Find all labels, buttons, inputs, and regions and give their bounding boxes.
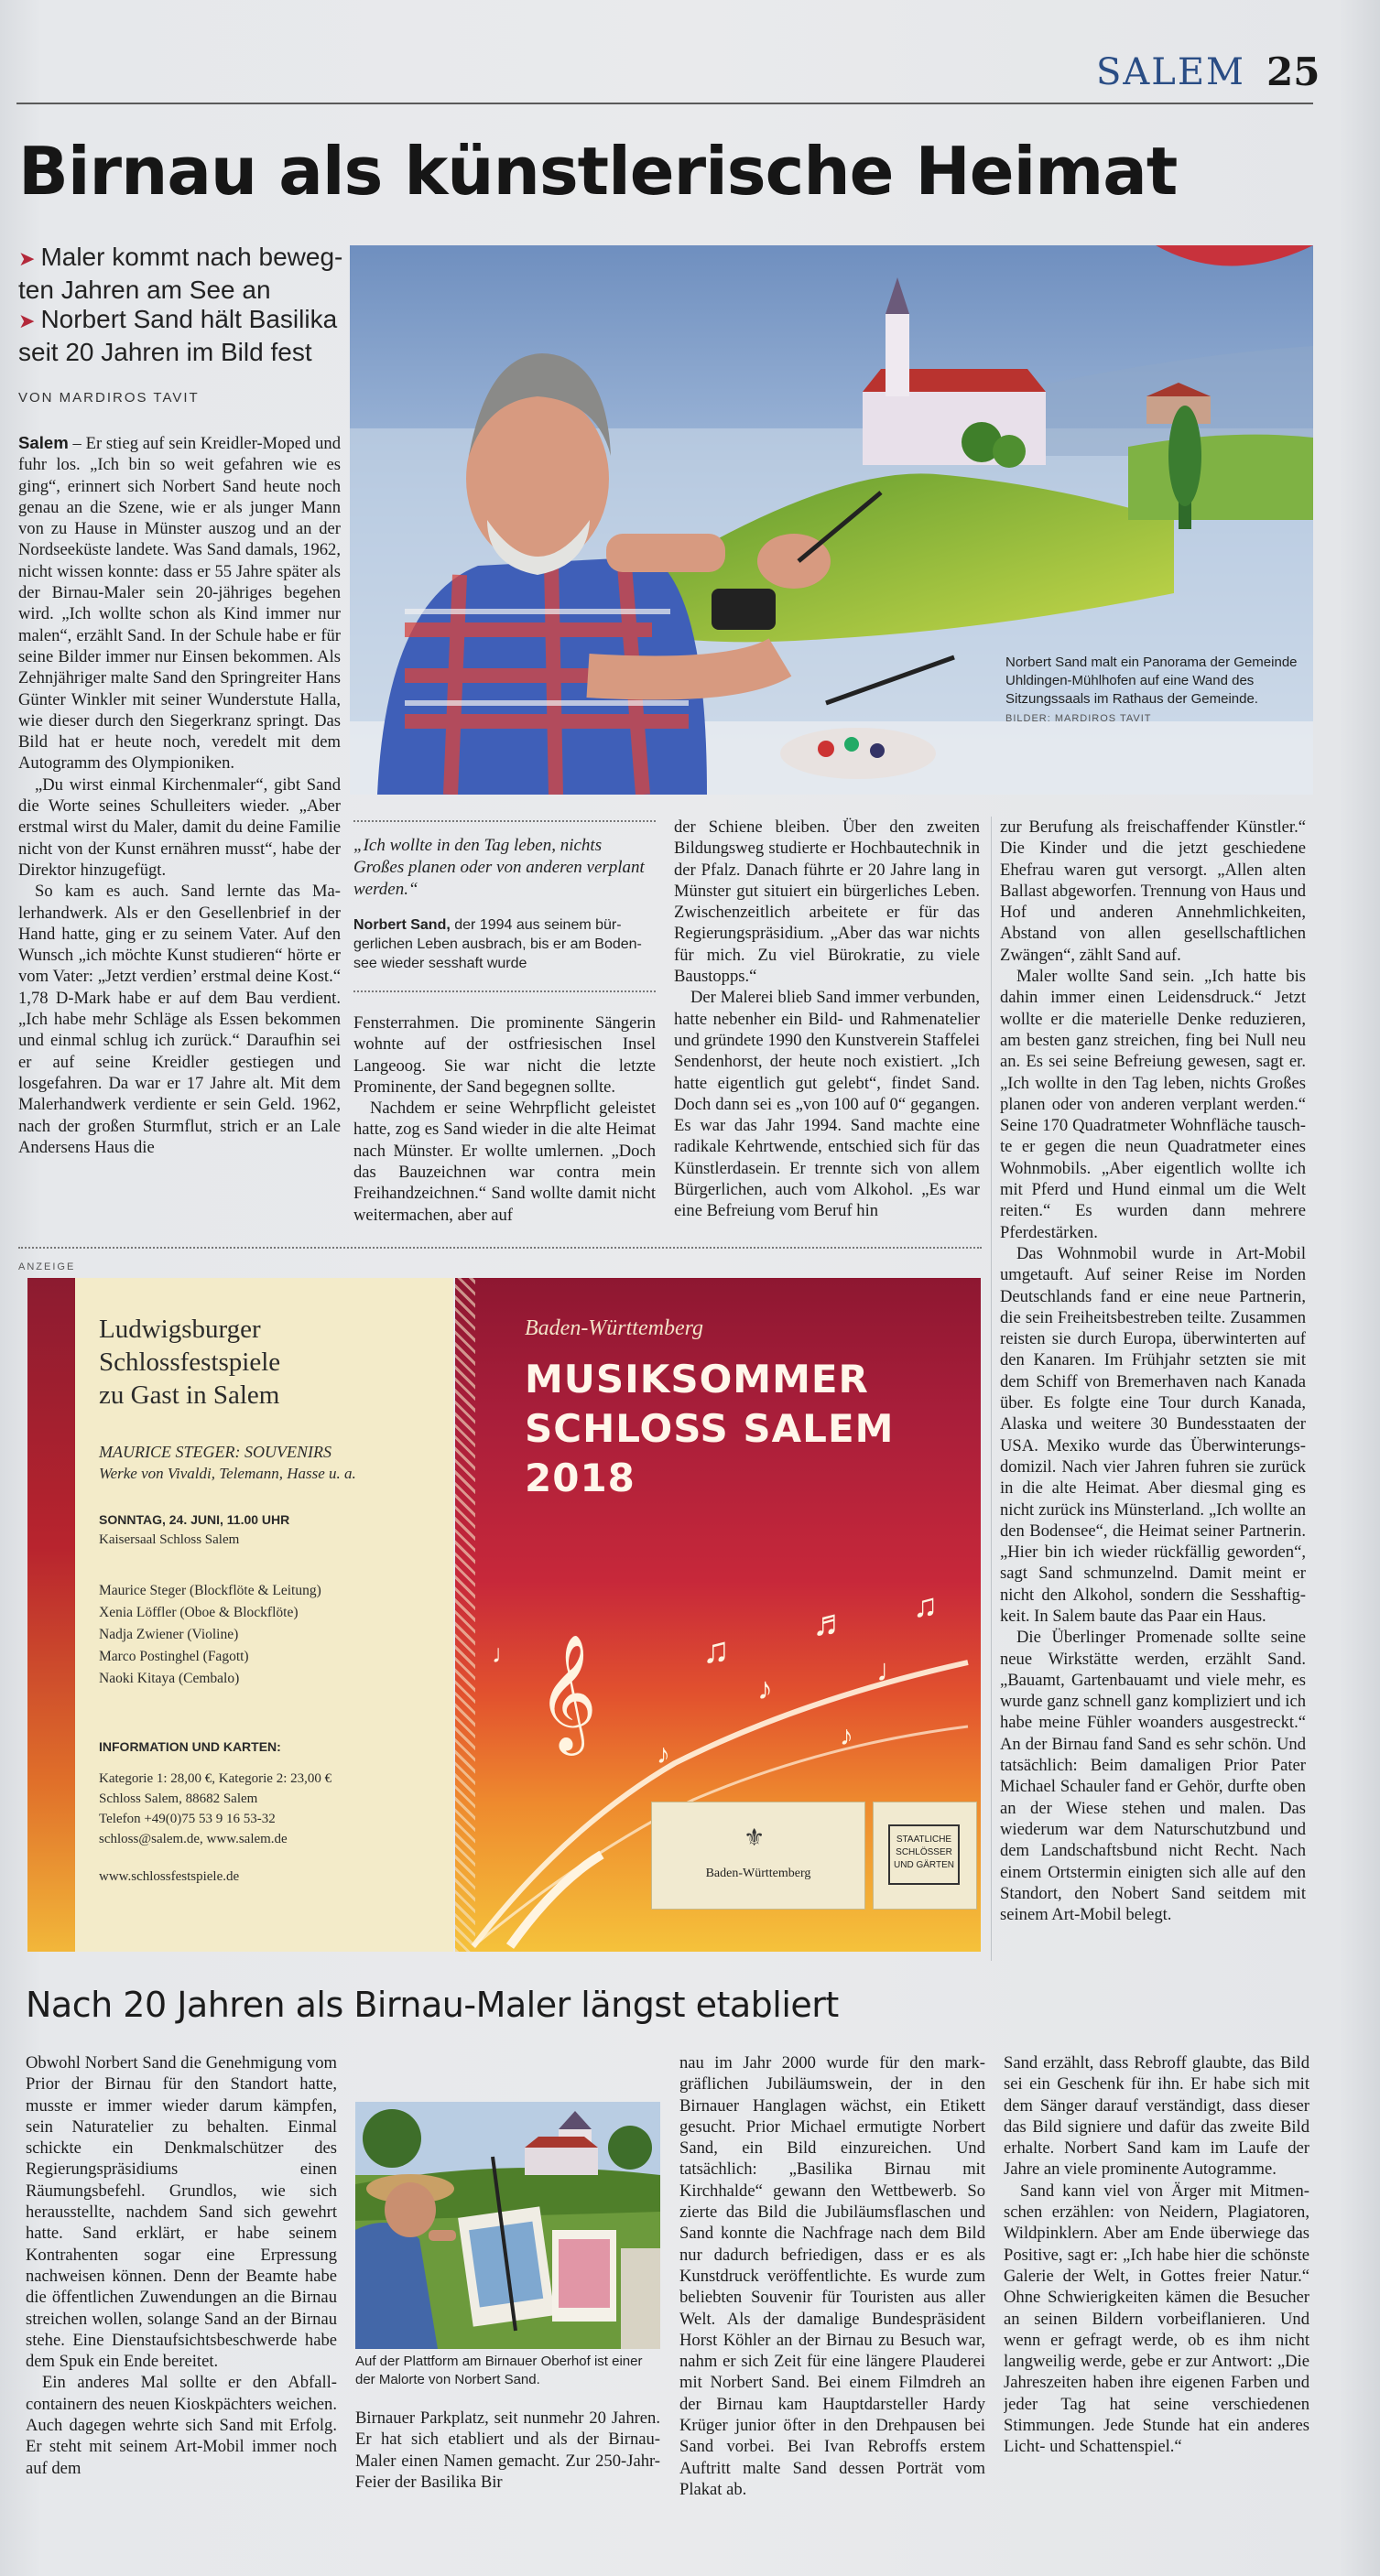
section2-column-4: Sand erzählt, dass Rebroff glaubte, das Bild sei ein Geschenk für ihn. Er habe sich mit dem Sänger darauf verständigt, dass dieser das Bild signiere und dafür das zweite Bild erhalte. Norbert Sand kam im Laufe der Jahre an viele prominente Autogramme. Sand kann viel von Ärger mit Mitmenschen erzählen: von Neidern, Plagiatoren, Wildpinklern. Aber am Ende überwiege das Positive, sagt er: „Ich habe hier die schönste Galerie der Welt, in Gottes freier Natur.“ Ohne Schwierigkeiten kämen die Besucher an seinen Bildern vorbeiflanieren. Und wenn er gefragt werde, ob es ihm nicht langweilig werde, gebe er zur Antwort: „Die Jahreszeiten haben ihre eigenen Farben und jeder Tag hat seine verschiedenen Stimmungen. Jede Stunde hat ein anderes Licht- und Schattenspiel.“ xyxy=(1004,2053,1309,2457)
ad-venue: Kaisersaal Schloss Salem xyxy=(99,1532,240,1547)
byline: VON MARDIROS TAVIT xyxy=(18,390,200,406)
section2-title: Nach 20 Jahren als Birnau-Maler längst etabliert xyxy=(26,1985,839,2025)
ad-kicker: Baden-Württemberg xyxy=(525,1316,704,1340)
subhead-1: ➤ Maler kommt nach bewegten Jahren am See an xyxy=(18,243,343,304)
photo2-caption: Auf der Plattform am Birnauer Oberhof ist einer der Malorte von Norbert Sand. xyxy=(355,2354,643,2387)
svg-text:♫: ♫ xyxy=(913,1587,938,1624)
article-column-2: Fensterrahmen. Die prominente Sängerin wohnte auf der ostfriesischen Insel Langeoog. Sie war nicht die letzte Prominente, der Sand begegnen sollte. Nachdem er seine Wehrpflicht geleistet hatte, zog es Sand wieder in die alte Heimat nach Münster. Er wollte umlernen. „Doch das Bauzeichnen war contra mein Freihandzeichnen.“ Sand wollte damit nicht weitermachen, aber auf xyxy=(353,1013,656,1225)
arrow-icon: ➤ xyxy=(18,247,36,270)
ad-program-title: MAURICE STEGER: SOUVENIRS xyxy=(99,1443,331,1461)
subhead-2: ➤ Norbert Sand hält Basilika seit 20 Jahren im Bild fest xyxy=(18,305,338,366)
quote-rule-top xyxy=(353,820,656,822)
ad-program-works: Werke von Vivaldi, Telemann, Hasse u. a. xyxy=(99,1465,356,1482)
pull-quote: „Ich wollte in den Tag leben, nichts Großes planen oder von anderen verplant werden.“ xyxy=(353,836,645,899)
ad-rule xyxy=(18,1247,982,1249)
svg-text:♩: ♩ xyxy=(492,1640,517,1669)
arrow-icon: ➤ xyxy=(18,309,36,332)
svg-text:♪: ♪ xyxy=(657,1739,670,1770)
article-column-1: Salem – Er stieg auf sein Kreidler-Moped und fuhr los. „Ich bin so weit gefahren wie es ging“, erinnert sich Norbert Sand heute noch genau an die Szene, wie er als junger Mann von zu Hause in Münster auszog und an der Nordseeküste landete. Was Sand damals, 1962, nicht wissen konnte: dass er 55 Jahre später als der Birnau-Maler sein 20-jähriges begehen wird. „Ich wollte schon als Kind immer nur malen“, erzählt Sand. In der Schule habe er für seine Bilder immer nur Einsen bekommen. Als Zehnjähriger malte Sand den Springreiter Hans Günter Winkler mit seiner Wunderstute Halla, wie dieser durch den Siegerkranz springt. Das Bild hat er heute noch, veredelt mit dem Autogramm des Olympioniken. „Du wirst einmal Kirchenmaler“, gibt Sand die Worte seines Schulleiters wieder. „Aber erstmal wirst du Maler, damit du deine Familie nicht von der Kunst ernähren musst“, habe der Direktor hinzugefügt. So kam es auch. Sand lernte das Malerhandwerk. Als er den Gesellenbrief in der Hand hatte, ging er zu seinem Vater. Auf den Wunsch „ich möchte Kunst studieren“ hörte er vom Vater: „Jetzt verdien’ erstmal deine Kost.“ 1,78 D-Mark habe er auf dem Bau verdient. „Ich habe mehr Schläge als Essen bekommen und einmal schlug ich zurück.“ Daraufhin sei er auf seine Kreidler gestiegen und losgefahren. Da war er 17 Jahre alt. Mit dem Malerhandwerk verdiente er sein Geld. 1962, nach der großen Sturmflut, strich er an Lale Andersens Haus die xyxy=(18,433,341,1157)
section-name: SALEM xyxy=(1096,51,1246,93)
svg-text:♪: ♪ xyxy=(757,1672,773,1706)
advertisement-left xyxy=(27,1278,453,1952)
painter-photo xyxy=(350,245,1313,795)
section2-column-2: Birnauer Parkplatz, seit nunmehr 20 Jahren. Er hat sich etabliert und als der Birnau-Maler einen Namen gemacht. Zur 250-Jahr-Feier der Basilika Bir xyxy=(355,2408,660,2492)
ad-info-heading: INFORMATION UND KARTEN: xyxy=(99,1739,281,1754)
ad-label: ANZEIGE xyxy=(18,1261,76,1272)
platform-photo xyxy=(355,2102,660,2349)
headline: Birnau als künstlerische Heimat xyxy=(18,133,1178,210)
section2-column-1: Obwohl Norbert Sand die Genehmigung vom Prior der Birnau für den Standort hatte, musste er immer wieder darum kämpfen, sein Naturatelier zu behalten. Einmal schickte ein Denkmalschützer des Regierungspräsidiums einen Räumungsbefehl. Grundlos, wie sich herausstellte, nachdem Sand sich gewehrt hatte. Sand erklärt, er habe seinem Kontrahenten sogar eine Erpressung nachweisen können. Denn der Beamte habe die öffentlichen Zuwendungen an die Birnau streichen wollen, solange Sand an der Birnau stehe. Eine Dienstaufsichtsbeschwerde habe dem Spuk ein Ende bereitet. Ein anderes Mal sollte er den Abfallcontainern des neuen Kioskpächters weichen. Auch dagegen wehrte sich Sand mit Erfolg. Er steht mit seinem Art-Mobil immer noch auf dem xyxy=(26,2053,337,2478)
ad-main-title: MUSIKSOMMER SCHLOSS SALEM 2018 xyxy=(525,1357,895,1500)
article-column-4: zur Berufung als freischaffender Künstler.“ Die Kinder und die jetzt geschiedene Ehefrau waren gut versorgt. „Allen alten Ballast abgeworfen. Trennung von Haus und Hof und anderen Annehmlichkeiten, Abstand von allen gesellschaftlichen Zwängen“, zählt Sand auf. Maler wollte Sand sein. „Ich hatte bis dahin immer einen Leidensdruck.“ Jetzt wollte er die materielle Denke reduzieren, am besten ganz streichen, fing bei Null neu an. Es sei seine Befreiung gewesen, sagt er. „Ich wollte in den Tag leben, nichts Großes planen oder von anderen verplant werden.“ Seine 170 Quadratmeter Wohnfläche tauschte er gegen die neun Quadratmeter eines Wohnmobils. „Aber eigentlich wollte ich mit Pferd und Hund einmal um die Welt reiten.“ Es wurden dann mehrere Pferdestärken. Das Wohnmobil wurde in Art-Mobil umgetauft. Auf seiner Reise im Norden Deutschlands fand er eine neue Partnerin, die sein Freiheitsbestreben teilte. Zusammen reisten sie durch Europa, überwinterten auf den Kanaren. Im Frühjahr setzten sie mit dem Schiff von Bremerhaven nach Kanada über. Es folgte eine Tour durch Kanada, Alaska und weitere 30 Bundesstaaten der USA. Mexiko wurde das Überwinterungsdomizil. Nach vier Jahren fuhren sie zurück in die alte Heimat. Aber diesmal ging es nicht zurück ins Münsterland. „Ich wollte an den Bodensee“, die Heimat seiner Partnerin. „Hier bin ich wieder rückfällig geworden“, sagt Sand schmunzelnd. Damit meint er nicht den Alkohol, sondern die Sesshaftigkeit. In Salem baute das Paar ein Haus. Die Überlinger Promenade sollte seine neue Wirkstätte werden, erzählt Sand. „Bauamt, Gartenbauamt und viele mehr, es wurde ganz schnell ganz kompliziert und ich habe meine Fühler woanders ausgestreckt.“ An der Birnau fand Sand es sehr schön. Und tatsächlich: Beim damaligen Prior Pater Michael Schauler fand er Gehör, durfte oben an der Wiese stehen und malen. Das wiederum war dem Naturschutzbund und dem Landschaftsbund nicht Recht. Nach einem Ortstermin einigten sich alle auf den Standort, den Nobert Sand seitdem mit seinem Art-Mobil belegt. xyxy=(1000,817,1306,1925)
ad-color-band xyxy=(27,1278,75,1952)
ad-website-link[interactable]: www.schlossfestspiele.de xyxy=(99,1869,240,1884)
advertisement-right xyxy=(455,1278,981,1952)
section2-column-3: nau im Jahr 2000 wurde für den markgräflichen Jubiläumswein, der in den Birnauer Hanglagen wächst, ein Etikett gesucht. Prior Michael ermutigte Norbert Sand, ein Bild einzureichen. Und tatsächlich: „Basilika Birnau mit Kirchhalde“ gewann den Wettbewerb. So zierte das Bild die Jubiläumsflaschen und Sand konnte die Nachfrage nach dem Bild nur dadurch befriedigen, dass er es als Kunstdruck veröffentlichte. Es wurde zum beliebten Souvenir für Touristen aus aller Welt. Als der damalige Bundespräsident Horst Köhler an der Birnau zu Besuch war, nahm er sich Zeit für eine längere Plauderei mit Norbert Sand. Bei einem Filmdreh an der Birnau kam Hauptdarsteller Hardy Krüger junior öfter in den Drehpausen bei Sand vorbei. Bei Ivan Rebroffs erstem Auftritt malte Sand dessen Porträt vom Plakat ab. xyxy=(679,2053,985,2499)
logo-staatliche-schloesser: STAATLICHE SCHLÖSSER UND GÄRTEN xyxy=(873,1802,977,1910)
ad-date: SONNTAG, 24. JUNI, 11.00 UHR xyxy=(99,1512,290,1527)
ad-performers: Maurice Steger (Blockflöte & Leitung) Xenia Löffler (Oboe & Blockflöte) Nadja Zwiener (Violine) Marco Postinghel (Fagott) Naoki Kitaya (Cembalo) xyxy=(99,1583,321,1686)
quote-attribution: Norbert Sand, der 1994 aus seinem bürgerlichen Leben ausbrach, bis er am Bodensee wieder sesshaft wurde xyxy=(353,917,642,971)
svg-text:♬: ♬ xyxy=(812,1602,849,1643)
quote-rule-bottom xyxy=(353,990,656,992)
coat-of-arms-icon: ⚜ xyxy=(744,1824,766,1851)
column-divider xyxy=(991,817,992,1961)
platform-photo-image xyxy=(355,2102,660,2349)
page-number: 25 xyxy=(1266,49,1320,94)
ad-festival-title: Ludwigsburger Schlossfestspiele zu Gast in Salem xyxy=(99,1315,281,1410)
header-rule xyxy=(16,103,1313,104)
article-column-3: der Schiene bleiben. Über den zweiten Bildungsweg studierte er Hochbautechnik in der Pfalz. Danach führte er 20 Jahre lang in Münster gut situiert ein bürgerliches Leben. Zwischenzeitlich arbeitete er für das Regierungspräsidium. „Aber das war nichts für mich. Zu viel Bürokratie, zu viele Baustopps.“ Der Malerei blieb Sand immer verbunden, hatte nebenher ein Bild- und Rahmenatelier und gründete 1990 den Kunstverein Staffelei Sendenhorst, der heute noch existiert. „Ich hatte eigentlich gut gelebt“, findet Sand. Doch dann sei es „von 100 auf 0“ gegangen. Es war das Jahr 1994. Sand machte eine radikale Kehrtwende, entschied sich für das Künstlerdasein. Er trennte sich von allem Bürgerlichen, auch vom Alkohol. „Es war eine Befreiung vom Beruf hin xyxy=(674,817,980,1221)
svg-text:♩: ♩ xyxy=(876,1654,907,1688)
logo-baden-wuerttemberg: ⚜ Baden-Württemberg xyxy=(651,1802,865,1910)
svg-text:𝄞: 𝄞 xyxy=(538,1633,598,1750)
svg-text:♫: ♫ xyxy=(702,1629,730,1671)
photo1-caption: Norbert Sand malt ein Panorama der Gemeinde Uhldingen-Mühlhofen auf eine Wand des Sitzungssaals im Rathaus der Gemeinde. BILDER: MARDIROS TAVIT xyxy=(1005,655,1298,724)
svg-text:♪: ♪ xyxy=(840,1721,853,1751)
ad-info-lines: Kategorie 1: 28,00 €, Kategorie 2: 23,00 € Schloss Salem, 88682 Salem Telefon +49(0)75 53 9 16 53-32 schloss@salem.de, www.salem.de xyxy=(99,1771,332,1846)
